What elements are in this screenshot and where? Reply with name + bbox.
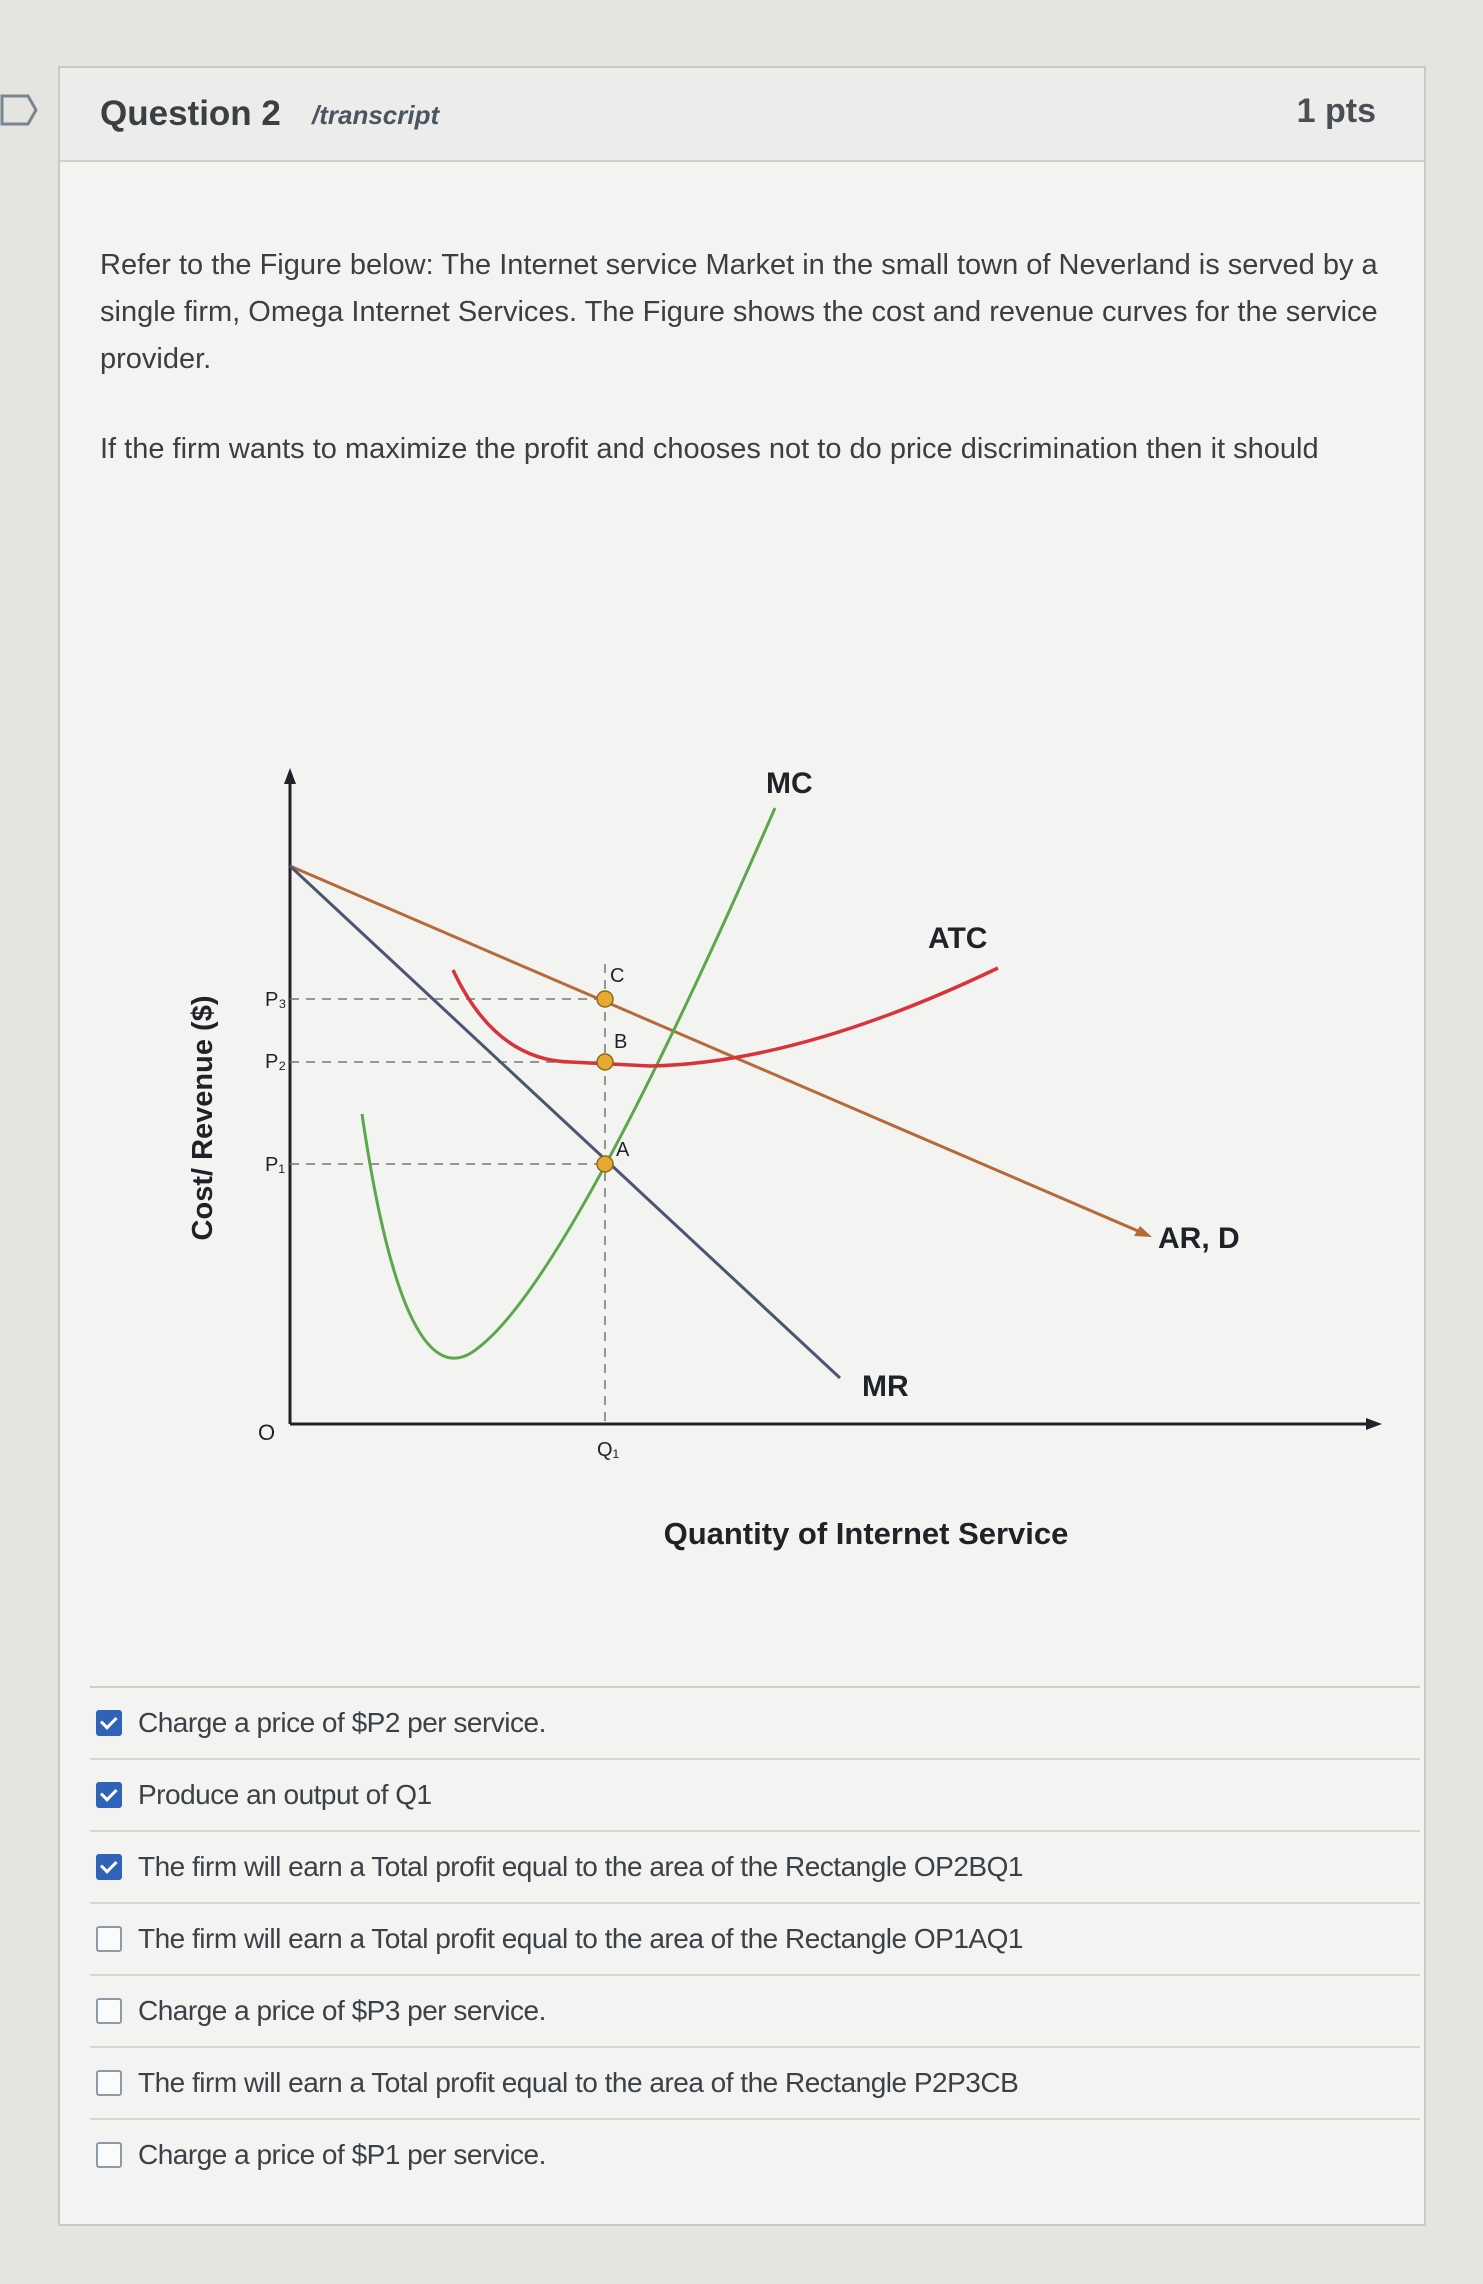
p3-label: P₃ [265,989,287,1011]
question-instruction: If the firm wants to maximize the profit and chooses not to do price discrimination then it should [100,433,1319,465]
x-axis-label: Quantity of Internet Service [663,1516,1069,1551]
y-axis-arrow [284,768,296,784]
atc-label: ATC [928,922,988,955]
answer-option[interactable] [90,1830,1420,1902]
answer-label: Charge a price of $P1 per service. [138,2139,546,2170]
question-prompt: Refer to the Figure below: The Internet service Market in the small town of Neverland is served by a single firm, Omega Internet Services. The Figure shows the cost and revenue curves for the service provider. [100,249,1378,375]
point-c [597,991,613,1007]
answer-label: Produce an output of Q1 [138,1779,432,1810]
origin-label: O [258,1420,276,1445]
checkbox[interactable] [96,1998,122,2024]
mr-label: MR [862,1370,909,1403]
checkbox[interactable] [96,1926,122,1952]
checkbox[interactable] [96,1854,122,1880]
question-title: Question 2 [100,94,281,133]
answer-option[interactable] [90,2118,1420,2190]
checkbox[interactable] [96,2142,122,2168]
flag-question-icon[interactable] [0,92,40,128]
answer-label: Charge a price of $P2 per service. [138,1707,546,1738]
answer-option[interactable] [90,1974,1420,2046]
question-points: 1 pts [1296,92,1376,130]
transcript-link[interactable]: /transcript [312,100,440,130]
answer-label: Charge a price of $P3 per service. [138,1995,546,2026]
atc-curve [453,968,998,1066]
point-b [597,1054,613,1070]
point-a [597,1156,613,1172]
mc-label: MC [766,767,813,800]
q1-label: Q₁ [597,1439,620,1461]
checkbox[interactable] [96,1710,122,1736]
mc-curve [362,808,775,1358]
point-b-label: B [614,1031,628,1053]
answer-label: The firm will earn a Total profit equal to the area of the Rectangle OP2BQ1 [138,1851,1023,1882]
question-header [60,68,1424,162]
checkbox[interactable] [96,2070,122,2096]
mr-curve [290,866,840,1378]
p1-label: P₁ [265,1154,286,1176]
checkbox[interactable] [96,1782,122,1808]
cost-revenue-figure [100,688,1430,1588]
ar-demand-curve [290,866,1145,1234]
answer-option[interactable] [90,1902,1420,1974]
answer-label: The firm will earn a Total profit equal to the area of the Rectangle OP1AQ1 [138,1923,1023,1954]
answer-option[interactable] [90,1686,1420,1758]
ard-label: AR, D [1158,1222,1240,1255]
p2-label: P₂ [265,1051,287,1073]
answer-option[interactable] [90,2046,1420,2118]
question-card [58,66,1426,2226]
point-a-label: A [616,1139,630,1161]
answer-list [90,1686,1420,2190]
y-axis-label: Cost/ Revenue ($) [187,995,219,1241]
point-c-label: C [610,965,625,987]
answer-option[interactable] [90,1758,1420,1830]
answer-label: The firm will earn a Total profit equal to the area of the Rectangle P2P3CB [138,2067,1019,2098]
x-axis-arrow [1366,1418,1382,1430]
